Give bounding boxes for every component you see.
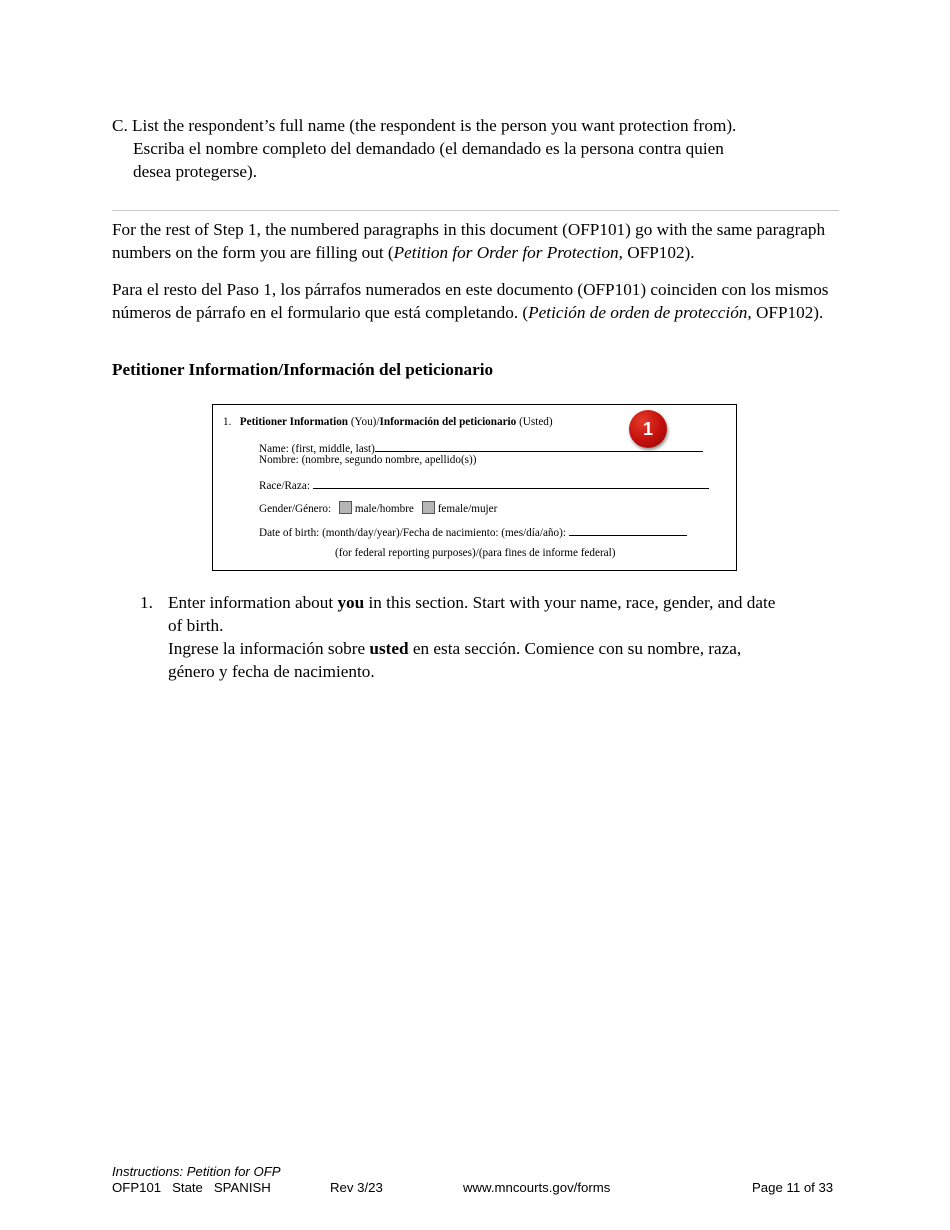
form-gender-line (259, 501, 497, 516)
form-name-label: Name: (first, middle, last) (259, 443, 375, 455)
male-label: male/hombre (354, 503, 414, 515)
paragraph-english-form-title: Petition for Order for Protection (393, 243, 619, 262)
section-c-spanish-line-2: desea protegerse). (133, 162, 258, 181)
form-excerpt-number: 1. (223, 416, 232, 428)
form-excerpt-title-you: (You)/ (348, 416, 380, 428)
paragraph-spanish-form-title: Petición de orden de protección (528, 303, 748, 322)
instruction-item-number: 1. (140, 593, 153, 612)
form-dob-label: Date of birth: (month/day/year)/Fecha de nacimiento: (mes/día/año): (259, 527, 566, 539)
instruction-es-text-end: en esta sección. Comience con su nombre, raza, género y fecha de nacimiento. (168, 639, 742, 681)
instruction-es-text: Ingrese la información sobre (168, 639, 370, 658)
footer-document-title: Instructions: Petition for OFP (112, 1164, 281, 1179)
footer-url: www.mncourts.gov/forms (463, 1180, 611, 1195)
form-race-label: Race/Raza: (259, 480, 310, 492)
instruction-item-english (168, 591, 788, 637)
male-checkbox (339, 501, 352, 514)
form-excerpt-title-usted: (Usted) (516, 416, 553, 428)
footer-form-code: OFP101 State SPANISH (112, 1180, 271, 1195)
form-gender-label: Gender/Género: (259, 503, 332, 515)
paragraph-spanish-text: Para el resto del Paso 1, los párrafos numerados en este documento (OFP101) coinciden con los mismos números de párrafo en el formulario que está completando. ( (112, 280, 829, 322)
section-c-english: C. List the respondent’s full name (the respondent is the person you want protection from). (112, 116, 737, 135)
form-name-underline (375, 440, 703, 452)
form-excerpt-title (223, 416, 553, 429)
instruction-item-spanish (168, 637, 788, 683)
instruction-es-bold: usted (369, 639, 409, 658)
section-divider (112, 210, 839, 211)
section-c-spanish-line-1: Escriba el nombre completo del demandado (el demandado es la persona contra quien (133, 139, 724, 158)
paragraph-english-text: For the rest of Step 1, the numbered paragraphs in this document (OFP101) go with the same paragraph numbers on the form you are filling out ( (112, 220, 826, 262)
form-excerpt-title-es: Información del peticionario (379, 416, 517, 428)
female-label: female/mujer (437, 503, 498, 515)
instruction-item-body (168, 591, 788, 683)
instruction-en-text: Enter information about (168, 593, 338, 612)
form-dob-underline (569, 524, 687, 536)
form-race-underline (313, 477, 709, 489)
footer-revision: Rev 3/23 (330, 1180, 383, 1195)
form-federal-note: (for federal reporting purposes)/(para fines de informe federal) (335, 547, 616, 559)
paragraph-spanish-text-end: , OFP102). (747, 303, 824, 322)
section-c (112, 114, 812, 183)
paragraph-spanish (112, 278, 839, 324)
form-excerpt-image (212, 404, 737, 571)
paragraph-english-text-end: , OFP102). (618, 243, 695, 262)
female-checkbox (422, 501, 435, 514)
form-dob-line (259, 524, 687, 540)
form-nombre-label: Nombre: (nombre, segundo nombre, apellido(s)) (259, 454, 477, 466)
footer-page-number: Page 11 of 33 (752, 1180, 834, 1195)
form-excerpt-title-en: Petitioner Information (239, 416, 349, 428)
instruction-en-bold: you (337, 593, 365, 612)
section-heading: Petitioner Information/Información del peticionario (112, 360, 494, 379)
instruction-en-text-end: in this section. Start with your name, race, gender, and date of birth. (168, 593, 776, 635)
paragraph-english (112, 218, 839, 264)
step-number-badge: 1 (629, 410, 667, 448)
form-race-line (259, 477, 709, 493)
